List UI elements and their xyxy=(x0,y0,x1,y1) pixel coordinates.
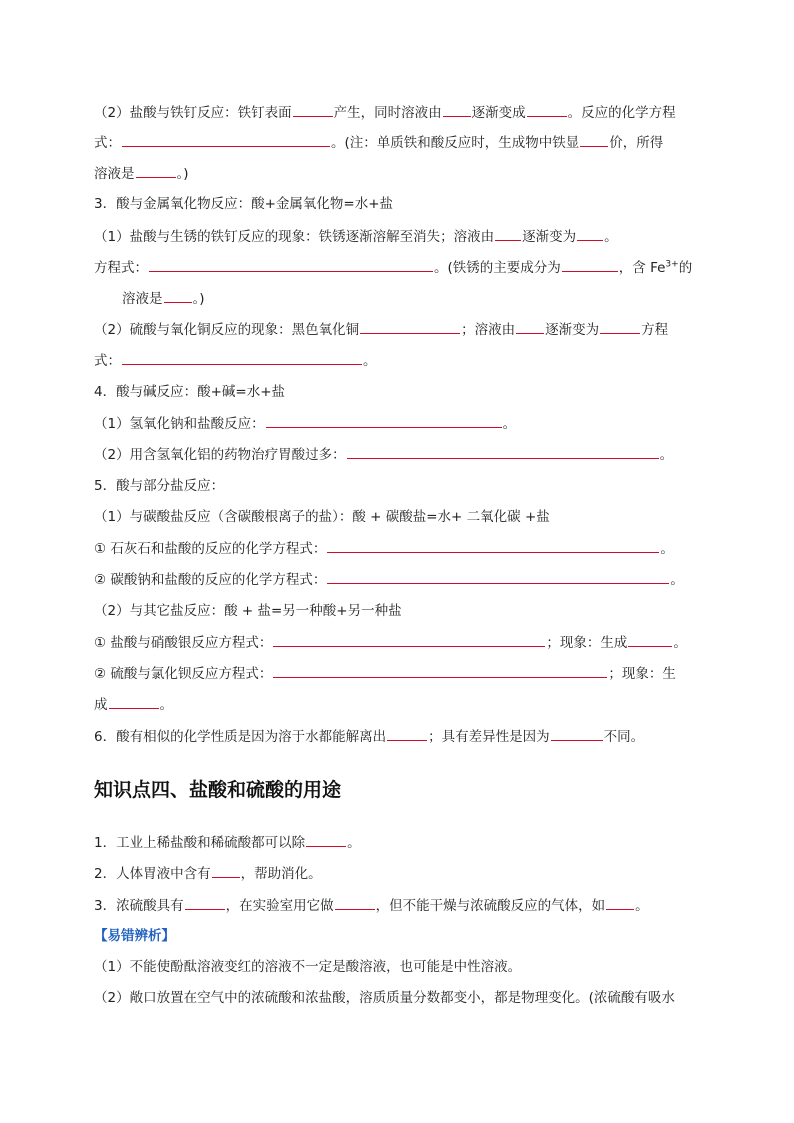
blank xyxy=(606,895,634,910)
text: （2）盐酸与铁钉反应：铁钉表面 xyxy=(94,105,292,121)
text: （1）与碳酸盐反应（含碳酸根离子的盐）：酸 + 碳酸盐=水+ 二氧化碳 +盐 xyxy=(94,509,550,525)
line-tag xyxy=(94,926,175,946)
text: （2）与其它盐反应：酸 + 盐=另一种酸+另一种盐 xyxy=(94,603,402,619)
text: ；具有差异性是因为 xyxy=(428,729,550,745)
text: 逐渐变为 xyxy=(545,322,600,338)
blank xyxy=(164,288,192,303)
text: 。反应的化学方程 xyxy=(567,105,676,121)
text: ① 石灰石和盐酸的反应的化学方程式： xyxy=(94,541,327,557)
line-section-4 xyxy=(94,382,285,402)
line-error-2 xyxy=(94,988,675,1008)
text: ；现象：生成 xyxy=(546,635,628,651)
text: ，但不能干燥与浓硫酸反应的气体，如 xyxy=(375,898,606,914)
text: 5．酸与部分盐反应： xyxy=(94,478,225,494)
line-equation-note xyxy=(94,132,663,153)
text: 3．酸与金属氧化物反应：酸+金属氧化物=水+盐 xyxy=(94,196,394,212)
text: 方程 xyxy=(641,322,669,338)
text: 。) xyxy=(176,166,189,182)
blank xyxy=(327,569,669,584)
text: 方程式： xyxy=(94,260,148,276)
text: （2）用含氢氧化铝的药物治疗胃酸过多： xyxy=(94,447,346,463)
text: 价，所得 xyxy=(609,135,664,151)
blank xyxy=(266,413,502,428)
line-section-5 xyxy=(94,476,224,496)
blank xyxy=(577,226,603,241)
blank xyxy=(495,226,521,241)
line-use-3 xyxy=(94,895,649,916)
text: 。 xyxy=(659,447,674,463)
text: （2）敞口放置在空气中的浓硫酸和浓盐酸，溶质质量分数都变小，都是物理变化。(浓硫酸有吸水 xyxy=(94,990,675,1006)
blank xyxy=(562,257,618,272)
line-naoh-hcl xyxy=(94,413,516,434)
blank xyxy=(212,863,240,878)
text: 。 xyxy=(604,229,618,245)
text: 4．酸与碱反应：酸+碱=水+盐 xyxy=(94,384,286,400)
text: 。 xyxy=(660,541,674,557)
blank xyxy=(149,257,433,272)
text: 逐渐变成 xyxy=(471,105,526,121)
text: 。 xyxy=(673,635,687,651)
blank xyxy=(327,538,659,553)
text: （1）盐酸与生锈的铁钉反应的现象：铁锈逐渐溶解至消失；溶液由 xyxy=(94,229,495,245)
text: 逐渐变为 xyxy=(522,229,577,245)
blank xyxy=(387,726,427,741)
text: ① 盐酸与硝酸银反应方程式： xyxy=(94,635,273,651)
line-h2so4-cuo xyxy=(94,319,668,340)
blank xyxy=(122,350,362,365)
blank xyxy=(516,319,544,334)
text: ；溶液由 xyxy=(461,322,516,338)
blank xyxy=(600,319,640,334)
text: 2．人体胃液中含有 xyxy=(94,866,211,882)
line-cuo-equation xyxy=(94,350,377,371)
text: 。 xyxy=(347,835,361,851)
blank xyxy=(293,102,333,117)
blank xyxy=(109,694,159,709)
error-analysis-tag: 【易错辨析】 xyxy=(94,928,175,944)
blank xyxy=(306,832,346,847)
text: ② 硫酸与氯化钡反应方程式： xyxy=(94,666,273,682)
text: 。 xyxy=(635,898,649,914)
text: ；现象：生 xyxy=(608,666,676,682)
line-carbonate xyxy=(94,507,550,527)
text: 。 xyxy=(363,353,377,369)
text: 。(铁锈的主要成分为 xyxy=(434,260,561,276)
blank xyxy=(185,895,225,910)
line-solution xyxy=(94,163,189,184)
line-hcl-iron-nail xyxy=(94,102,676,123)
line-fe3-solution xyxy=(122,288,205,309)
blank xyxy=(527,102,567,117)
text: 。 xyxy=(670,572,684,588)
line-rust-equation xyxy=(94,257,692,278)
text: 。 xyxy=(159,697,173,713)
text: 。) xyxy=(192,291,205,307)
line-use-2 xyxy=(94,863,322,884)
line-sodium-carbonate xyxy=(94,569,684,590)
line-rusty-nail xyxy=(94,226,618,247)
line-aloh3 xyxy=(94,444,673,465)
blank xyxy=(347,444,659,459)
blank xyxy=(551,726,603,741)
text: 式： xyxy=(94,135,121,151)
blank xyxy=(580,132,608,147)
line-agno3 xyxy=(94,632,687,653)
blank xyxy=(335,895,375,910)
line-error-1 xyxy=(94,957,521,977)
text: 。(注：单质铁和酸反应时，生成物中铁显 xyxy=(331,135,580,151)
blank xyxy=(628,632,672,647)
text: 成 xyxy=(94,697,108,713)
line-bacl2-cont xyxy=(94,694,173,715)
superscript: 3+ xyxy=(665,259,679,270)
line-other-salts xyxy=(94,601,402,621)
blank xyxy=(360,319,460,334)
text: 不同。 xyxy=(603,729,645,745)
text: 的 xyxy=(678,260,693,276)
text: ，在实验室用它做 xyxy=(225,898,334,914)
text: 式： xyxy=(94,353,121,369)
blank xyxy=(273,663,607,678)
line-use-1 xyxy=(94,832,361,853)
text: 产生，同时溶液由 xyxy=(333,105,442,121)
text: 。 xyxy=(502,416,517,432)
blank xyxy=(136,163,176,178)
blank xyxy=(443,102,471,117)
line-limestone xyxy=(94,538,674,559)
text: ，帮助消化。 xyxy=(240,866,322,882)
line-section-6 xyxy=(94,726,644,747)
line-section-3 xyxy=(94,194,393,214)
text: 6．酸有相似的化学性质是因为溶于水都能解离出 xyxy=(94,729,387,745)
text: （2）硫酸与氧化铜反应的现象：黑色氧化铜 xyxy=(94,322,360,338)
blank xyxy=(122,132,330,147)
text: （1）氢氧化钠和盐酸反应： xyxy=(94,416,265,432)
text: 3．浓硫酸具有 xyxy=(94,898,184,914)
text: 溶液是 xyxy=(94,166,135,182)
text: 溶液是 xyxy=(122,291,163,307)
section-heading: 知识点四、盐酸和硫酸的用途 xyxy=(94,779,342,801)
blank xyxy=(273,632,545,647)
text: ，含 Fe xyxy=(618,260,666,276)
text: 1．工业上稀盐酸和稀硫酸都可以除 xyxy=(94,835,306,851)
line-bacl2 xyxy=(94,663,676,684)
text: ② 碳酸钠和盐酸的反应的化学方程式： xyxy=(94,572,327,588)
text: （1）不能使酚酞溶液变红的溶液不一定是酸溶液，也可能是中性溶液。 xyxy=(94,959,522,975)
